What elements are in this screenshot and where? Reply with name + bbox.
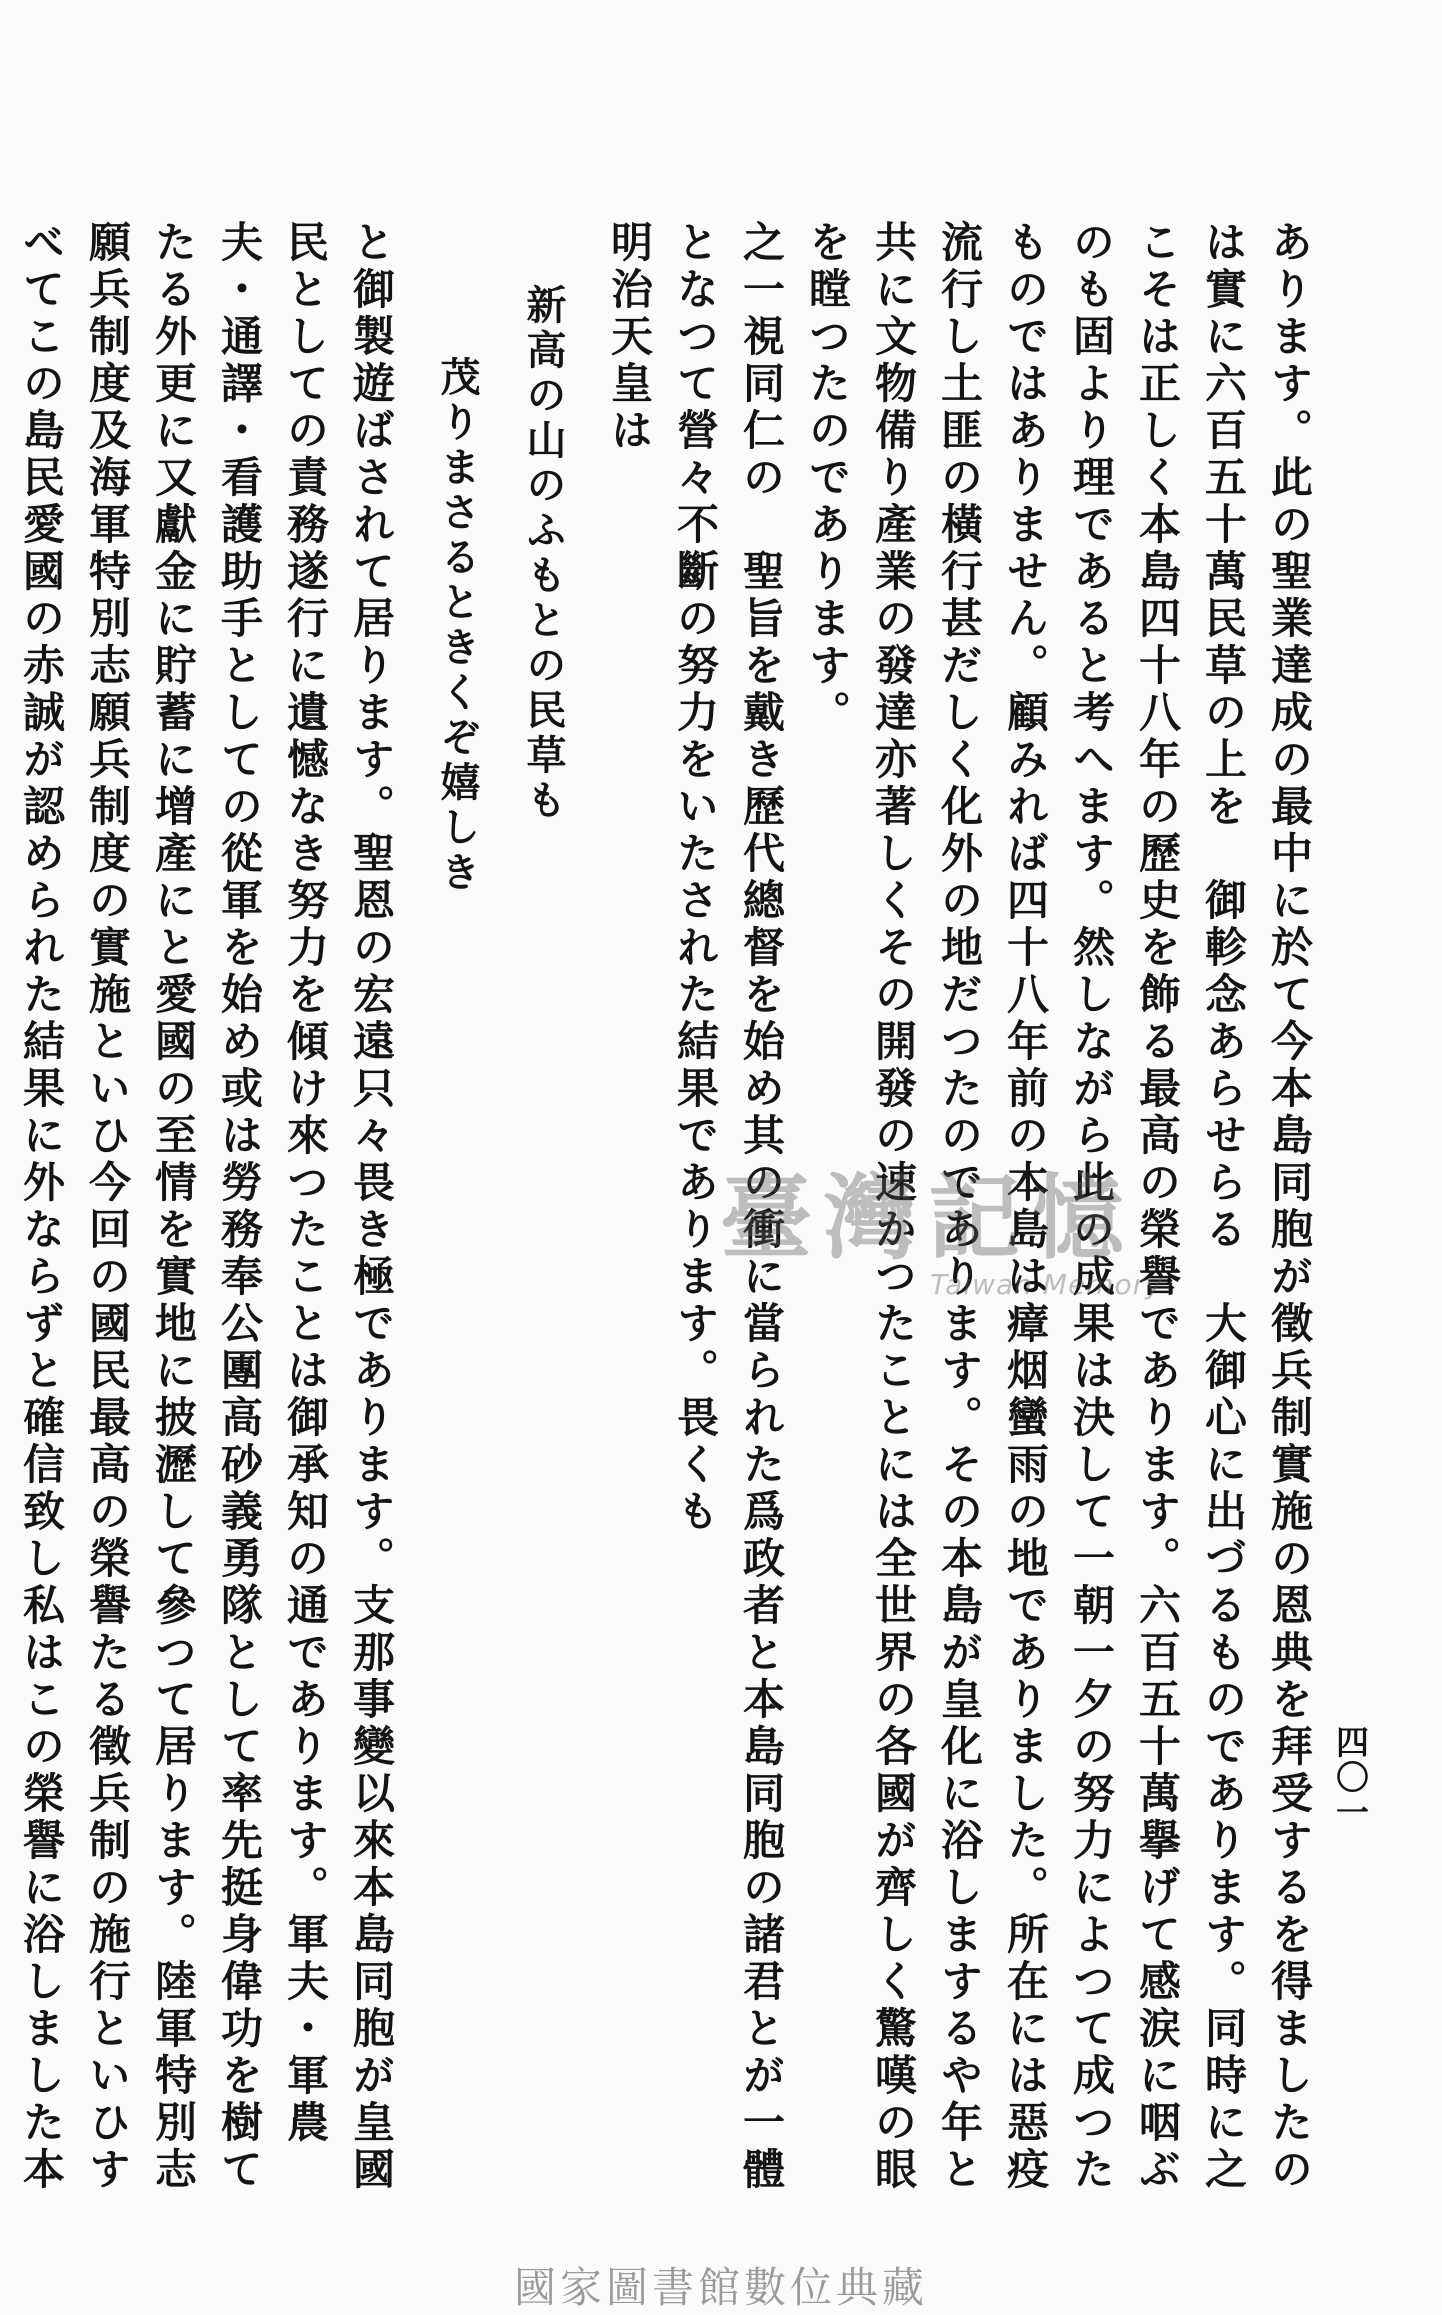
paragraph: と御製遊ばされて居ります。聖恩の宏遠只々畏き極であります。支那事變以來本島同胞が皇國民としての責務遂行に遺憾なき努力を傾け來つたことは御承知の通であります。軍夫・軍農夫・通譯・看護助手としての從軍を始め或は勞務奉公團高砂義勇隊として率先挺身偉功を樹てたる外更に又獻金に貯蓄に增產にと愛國の至情を實地に披瀝して參つて居ります。陸軍特別志願兵制度及海軍特別志願兵制度の實施といひ今回の國民最高の榮譽たる徵兵制の施行といひすべてこの島民愛國の赤誠が認められた結果に外ならずと確信致し私はこの榮譽に浴しました本 bbox=[17, 220, 396, 2194]
paragraph: あります。此の聖業達成の最中に於て今本島同胞が徵兵制實施の恩典を拜受するを得ましたのは實に六百五十萬民草の上を 御軫念あらせらる 大御心に出づるものであります。同時に之こそは正しく本島四十八年の歷史を飾る最高の榮譽であります。六百五十萬擧げて感涙に咽ぶのも固より理であると考へます。然しながら此の成果は決して一朝一夕の努力によつて成つたものではありません。顧みれば四十八年前の本島は瘴烟蠻雨の地でありました。所在には惡疫流行し土匪の橫行甚だしく化外の地だつたのであります。その本島が皇化に浴しまするや年と共に文物備り產業の發達亦著しくその開發の速かつたことには全世界の各國が齊しく驚嘆の眼を瞠つたのであります。 bbox=[803, 220, 1314, 2194]
watermark-subtitle: Taiwan Memory bbox=[930, 1268, 1163, 1301]
paragraph: 之一視同仁の 聖旨を戴き歷代總督を始め其の衝に當られた爲政者と本島同胞の諸君とが一體となつて營々不斷の努力をいたされた結果であります。畏くも bbox=[671, 220, 786, 2194]
poem-line: 新高の山のふもとの民草も bbox=[520, 284, 567, 824]
poem-line: 茂りまさるときくぞ嬉しき bbox=[434, 356, 481, 896]
vertical-text-block bbox=[17, 220, 1322, 2210]
paragraph: 明治天皇は bbox=[605, 220, 654, 455]
page-number: 四〇一 bbox=[1331, 1725, 1370, 1830]
watermark-logo: 臺灣記憶 bbox=[720, 1164, 1137, 1272]
archive-footer: 國家圖書館數位典藏 bbox=[513, 2263, 928, 2312]
